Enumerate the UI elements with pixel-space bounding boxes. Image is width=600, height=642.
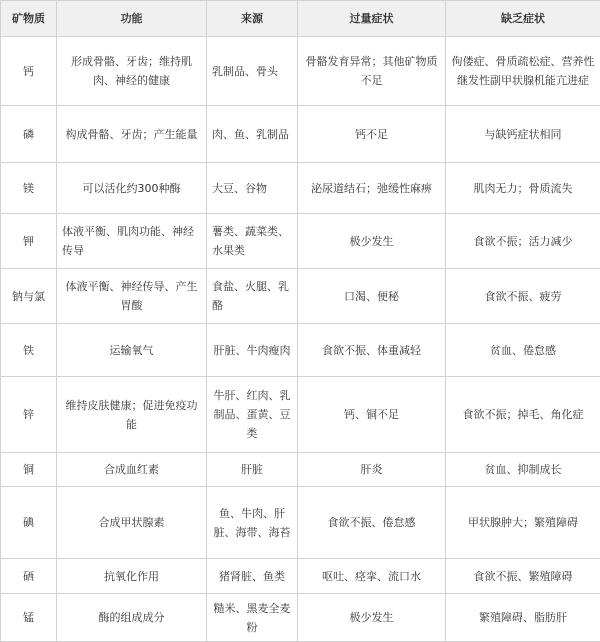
excess-cell: 极少发生 — [298, 214, 446, 269]
deficiency-cell: 与缺钙症状相同 — [446, 106, 600, 163]
deficiency-cell: 繁殖障碍、脂肪肝 — [446, 594, 600, 642]
mineral-cell: 磷 — [1, 106, 57, 163]
excess-cell: 钙不足 — [298, 106, 446, 163]
mineral-cell: 钙 — [1, 37, 57, 106]
mineral-cell: 锰 — [1, 594, 57, 642]
table-row — [1, 594, 600, 642]
function-cell: 合成甲状腺素 — [57, 487, 207, 559]
function-cell: 可以活化约300种酶 — [57, 163, 207, 214]
excess-cell: 钙、铜不足 — [298, 377, 446, 453]
mineral-cell: 铁 — [1, 324, 57, 377]
excess-cell: 泌尿道结石；弛缓性麻痹 — [298, 163, 446, 214]
excess-cell: 食欲不振、体重减轻 — [298, 324, 446, 377]
source-cell: 肝脏 — [207, 453, 298, 487]
header-row — [1, 1, 600, 37]
table-row — [1, 214, 600, 269]
source-cell: 肝脏、牛肉瘦肉 — [207, 324, 298, 377]
table-row — [1, 487, 600, 559]
excess-cell: 极少发生 — [298, 594, 446, 642]
deficiency-cell: 食欲不振、繁殖障碍 — [446, 559, 600, 594]
deficiency-cell: 肌肉无力；骨质流失 — [446, 163, 600, 214]
function-cell: 维持皮肤健康；促进免疫功能 — [57, 377, 207, 453]
table-row — [1, 269, 600, 324]
deficiency-cell: 食欲不振；活力减少 — [446, 214, 600, 269]
header-excess: 过量症状 — [298, 1, 446, 37]
deficiency-cell: 食欲不振；掉毛、角化症 — [446, 377, 600, 453]
mineral-cell: 碘 — [1, 487, 57, 559]
function-cell: 运输氧气 — [57, 324, 207, 377]
excess-cell: 肝炎 — [298, 453, 446, 487]
deficiency-cell: 贫血、抑制成长 — [446, 453, 600, 487]
excess-cell: 呕吐、痉挛、流口水 — [298, 559, 446, 594]
header-source: 来源 — [207, 1, 298, 37]
source-cell: 猪肾脏、鱼类 — [207, 559, 298, 594]
table-row — [1, 377, 600, 453]
function-cell: 体液平衡、肌肉功能、神经传导 — [57, 214, 207, 269]
function-cell: 合成血红素 — [57, 453, 207, 487]
function-cell: 抗氧化作用 — [57, 559, 207, 594]
header-mineral: 矿物质 — [1, 1, 57, 37]
mineral-cell: 钾 — [1, 214, 57, 269]
table-row — [1, 453, 600, 487]
function-cell: 体液平衡、神经传导、产生胃酸 — [57, 269, 207, 324]
table-row — [1, 324, 600, 377]
source-cell: 牛肝、红肉、乳制品、蛋黄、豆类 — [207, 377, 298, 453]
excess-cell: 骨骼发育异常；其他矿物质不足 — [298, 37, 446, 106]
header-deficiency: 缺乏症状 — [446, 1, 600, 37]
function-cell: 构成骨骼、牙齿；产生能量 — [57, 106, 207, 163]
source-cell: 薯类、蔬菜类、水果类 — [207, 214, 298, 269]
deficiency-cell: 贫血、倦怠感 — [446, 324, 600, 377]
excess-cell: 食欲不振、倦怠感 — [298, 487, 446, 559]
function-cell: 形成骨骼、牙齿；维持肌肉、神经的健康 — [57, 37, 207, 106]
header-function: 功能 — [57, 1, 207, 37]
deficiency-cell: 甲状腺肿大；繁殖障碍 — [446, 487, 600, 559]
mineral-cell: 硒 — [1, 559, 57, 594]
deficiency-cell: 佝偻症、骨质疏松症、营养性继发性副甲状腺机能亢进症 — [446, 37, 600, 106]
mineral-cell: 钠与氯 — [1, 269, 57, 324]
source-cell: 食盐、火腿、乳酪 — [207, 269, 298, 324]
mineral-cell: 锌 — [1, 377, 57, 453]
mineral-cell: 镁 — [1, 163, 57, 214]
source-cell: 鱼、牛肉、肝脏、海带、海苔 — [207, 487, 298, 559]
table-row — [1, 559, 600, 594]
table-row — [1, 106, 600, 163]
excess-cell: 口渴、便秘 — [298, 269, 446, 324]
source-cell: 糙米、黑麦全麦粉 — [207, 594, 298, 642]
source-cell: 大豆、谷物 — [207, 163, 298, 214]
table-row — [1, 37, 600, 106]
table-row — [1, 163, 600, 214]
mineral-cell: 铜 — [1, 453, 57, 487]
function-cell: 酶的组成成分 — [57, 594, 207, 642]
deficiency-cell: 食欲不振、疲劳 — [446, 269, 600, 324]
source-cell: 乳制品、骨头 — [207, 37, 298, 106]
source-cell: 肉、鱼、乳制品 — [207, 106, 298, 163]
